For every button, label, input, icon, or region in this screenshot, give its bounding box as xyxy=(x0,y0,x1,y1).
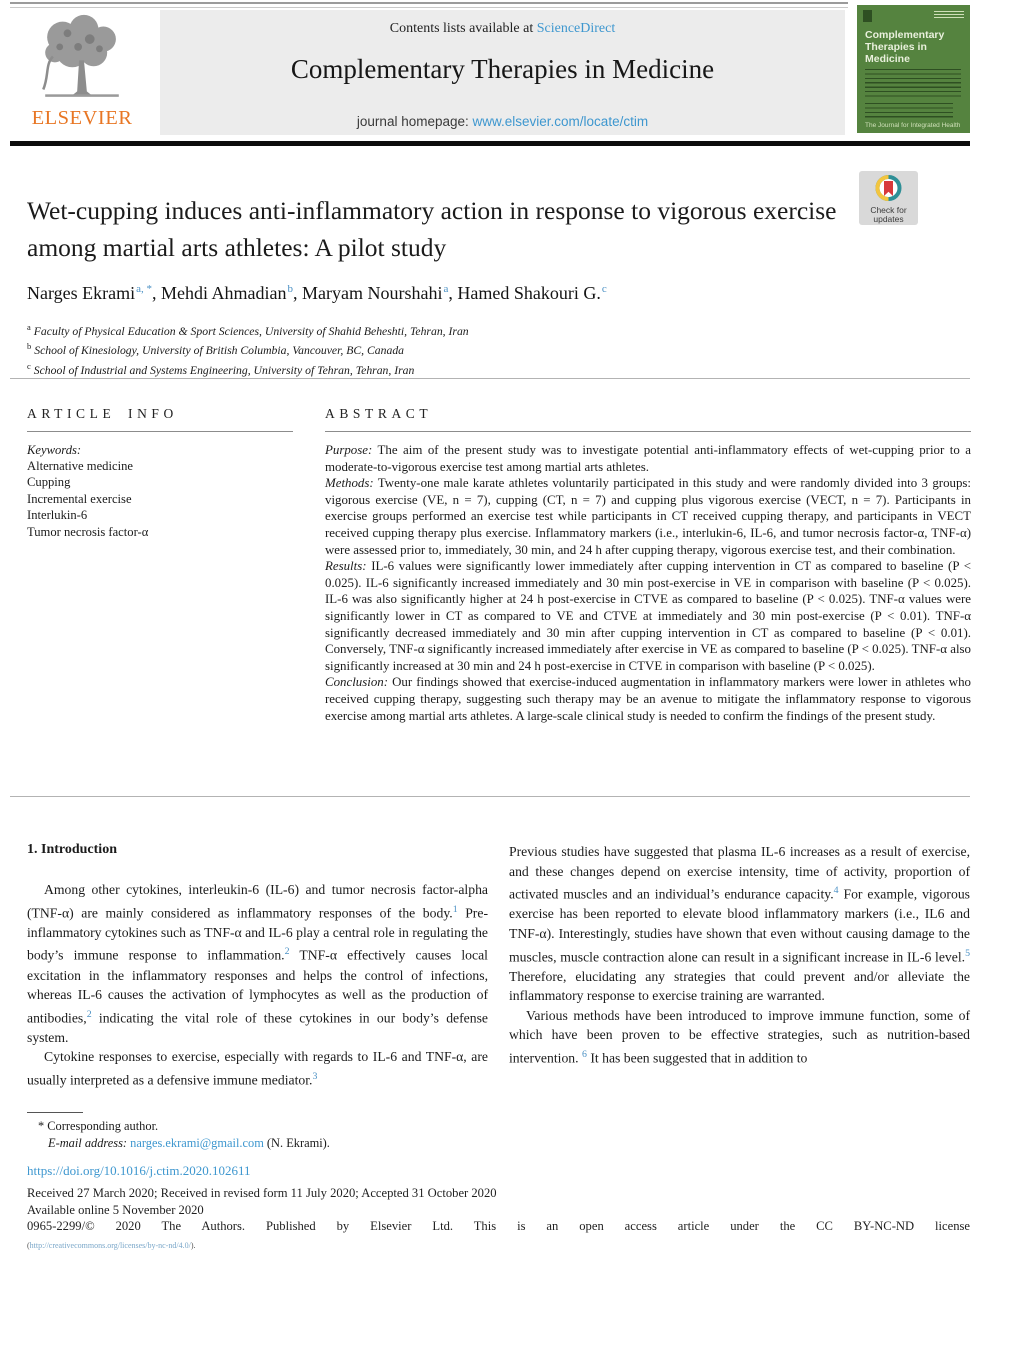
abstract-purpose: Purpose: The aim of the present study was to investigate potential anti-inflammatory effects of wet-cupping prior to a moderate-to-vigorous exercise test among martial arts athletes. xyxy=(325,443,971,474)
email-link[interactable]: narges.ekrami@gmail.com xyxy=(130,1136,264,1150)
introduction-heading: 1. Introduction xyxy=(27,842,117,857)
section-divider xyxy=(10,796,970,797)
affiliation-list xyxy=(27,320,469,378)
cover-text-lines xyxy=(865,69,961,99)
intro-paragraph: Previous studies have suggested that plasma IL-6 increases as a result of exercise, and these changes depend on exercise intensity, time of activity, proportion of activated muscles and an individual’s endurance capacity.$^4$ For example, vigorous exercise has been reported to elevate blood inflammatory markers (i.e., IL6 and TNF-α). Interestingly, studies have shown that even without causing damage to the muscles, muscle contraction alone can result in a significant increase in IL-6 level.$^5$ Therefore, elucidating any strategies that could prevent and/or alleviate the inflammatory response to exercise training are warranted. xyxy=(509,844,970,1004)
author: Mehdi Ahmadian$^b$, xyxy=(161,283,303,303)
available-online: Available online 5 November 2020 xyxy=(27,1203,204,1217)
top-rule xyxy=(10,2,848,4)
cover-tagline: The Journal for Integrated Health xyxy=(865,122,961,129)
keyword: Incremental exercise xyxy=(27,491,132,506)
top-rule-secondary xyxy=(10,7,848,8)
journal-header-band xyxy=(160,10,845,135)
check-for-updates-badge[interactable] xyxy=(859,171,918,225)
author: Maryam Nourshahi$^a$, xyxy=(302,283,458,303)
abstract-conclusion: Conclusion: Our findings showed that exercise-induced augmentation in inflammatory markers were lower in athletes who received cupping therapy, suggesting such therapy may be an avenue to mitigate the inflammatory response to vigorous exercise among martial arts athletes. A large-scale clinical study is needed to confirm the findings of the present study. xyxy=(325,675,971,723)
article-info-section xyxy=(27,406,293,540)
page-title: Wet-cupping induces anti-inflammatory action in response to vigorous exercise among martial arts athletes: A pilot study xyxy=(27,196,837,262)
affiliation: $^c$ School of Industrial and Systems Engineering, University of Tehran, Tehran, Iran xyxy=(27,360,415,377)
intro-left-column xyxy=(27,842,488,1090)
corresponding-author-note: * Corresponding author. xyxy=(38,1119,159,1133)
elsevier-wordmark: ELSEVIER xyxy=(31,107,133,129)
license-line: (http://creativecommons.org/licenses/by-nc-nd/4.0/). xyxy=(27,1241,196,1250)
affiliation: $^a$ Faculty of Physical Education & Sport Sciences, University of Shahid Beheshti, Tehran, Iran xyxy=(27,322,469,338)
intro-paragraph: Various methods have been introduced to improve immune function, some of which have been proven to be effective strategies, such as nutrition-based intervention. $^6$ It has been suggested that in addition to xyxy=(509,1007,970,1066)
keyword: Cupping xyxy=(27,475,71,490)
introduction-section xyxy=(27,842,970,1092)
author-affiliation-sup: b xyxy=(287,283,294,295)
abstract-heading: ABSTRACT xyxy=(325,406,433,421)
email-line: E-mail address: narges.ekrami@gmail.com (N. Ekrami). xyxy=(48,1136,330,1150)
abstract-section xyxy=(325,406,971,724)
section-divider xyxy=(10,378,970,379)
received-dates: Received 27 March 2020; Received in revised form 11 July 2020; Accepted 31 October 2020 xyxy=(27,1186,497,1200)
intro-paragraph: Among other cytokines, interleukin-6 (IL-6) and tumor necrosis factor-alpha (TNF-α) are mainly considered as inflammatory responses of the body.$^1$ Pre-inflammatory cytokines such as TNF-α and IL-6 play a central role in regulating the body’s immune response to inflammation.$^2$ TNF-α effectively causes local excitation in the inflammatory responses and helps the control of infections, whereas IL-6 causes the activation of lymphocytes as well as the production of antibodies,$^2$ indicating the vital role of these cytokines in our body’s defense system. xyxy=(27,882,488,1045)
cover-publisher-mark xyxy=(863,10,872,22)
sciencedirect-link[interactable]: ScienceDirect xyxy=(536,21,616,36)
cover-issue-info xyxy=(934,11,964,18)
abstract-body xyxy=(325,442,971,724)
doi-link[interactable]: https://doi.org/10.1016/j.ctim.2020.102611 xyxy=(27,1163,251,1178)
abstract-methods: Methods: Twenty-one male karate athletes voluntarily participated in this study and were randomly divided into 3 groups: vigorous exercise (VE, n = 7), cupping (CT, n = 7) and cupping plus vigorous exercise (VECT, n = 7). Participants in exercise groups performed an exercise test while participants in CT received cupping therapy, and participants in VECT received cupping therapy plus exercise. Inflammatory markers (i.e., interlukin-6, IL-6, and tumor necrosis factor-α, TNF-α) were assessed prior to, immediately, 30 min, and 24 h after cupping therapy, vigorous exercise test, and their combination. xyxy=(325,476,971,557)
intro-paragraph: Cytokine responses to exercise, especially with regards to IL-6 and TNF-α, are usually interpreted as a defensive immune mediator.$^3$ xyxy=(27,1049,488,1088)
author-affiliation-sup: a xyxy=(443,283,449,295)
footnote-rule xyxy=(27,1112,83,1113)
abstract-results: Results: IL-6 values were significantly lower immediately after cupping intervention in CT as compared to baseline (P < 0.025). IL-6 significantly increased immediately and 30 min post-exercise in VE in comparison with baseline (P < 0.025). IL-6 was also significantly higher at 24 h post-exercise in CTVE as compared to baseline (P < 0.025). TNF-α values were significantly lower in CT as compared to VE and CTVE at immediately and 30 min post-exercise (P < 0.01). TNF-α significantly decreased immediately and 30 min after cupping intervention in CT as compared to baseline (P < 0.01). Conversely, TNF-α significantly increased immediately after exercise in VE as compared to baseline (P < 0.025). TNF-α also significantly increased at 30 min and 24 h post-exercise in CTVE in comparison with baseline (P < 0.025). xyxy=(325,559,971,673)
heading-rule xyxy=(27,431,293,432)
affiliation: $^b$ School of Kinesiology, University of British Columbia, Vancouver, BC, Canada xyxy=(27,341,405,358)
intro-right-column xyxy=(509,842,970,1068)
keyword: Tumor necrosis factor-α xyxy=(27,524,149,539)
journal-cover-thumbnail[interactable] xyxy=(857,5,970,133)
journal-title: Complementary Therapies in Medicine xyxy=(290,54,715,84)
license-link[interactable]: http://creativecommons.org/licenses/by-nc-nd/4.0/ xyxy=(29,1241,191,1250)
keyword: Alternative medicine xyxy=(27,459,133,473)
doi-line xyxy=(27,1163,251,1179)
cover-text-lines xyxy=(865,103,953,119)
journal-homepage-link[interactable]: www.elsevier.com/locate/ctim xyxy=(472,114,649,129)
header-divider-bar xyxy=(10,141,970,146)
cover-title: Complementary Therapies in Medicine xyxy=(865,29,945,65)
contents-line: Contents lists available at ScienceDirect xyxy=(389,21,616,36)
author-affiliation-sup: a, * xyxy=(136,283,153,295)
elsevier-tree-icon xyxy=(32,91,132,108)
elsevier-logo[interactable] xyxy=(24,12,140,136)
svg-text:updates: updates xyxy=(873,214,904,224)
author-list xyxy=(27,283,607,304)
article-info-heading: ARTICLE INFO xyxy=(27,406,178,421)
heading-rule xyxy=(325,431,971,432)
keyword: Interlukin-6 xyxy=(27,508,88,523)
svg-text:Check for: Check for xyxy=(870,205,907,215)
journal-homepage-line: journal homepage: www.elsevier.com/locate/ctim xyxy=(356,114,649,129)
copyright-line: 0965-2299/© 2020 The Authors. Published by Elsevier Ltd. This is an open access article under the CC BY-NC-ND license xyxy=(27,1219,970,1233)
author-affiliation-sup: c xyxy=(601,283,607,295)
author: Narges Ekrami$^{a, *}$, xyxy=(27,283,162,303)
author: Hamed Shakouri G.$^c$ xyxy=(457,283,607,303)
keywords-label: Keywords: xyxy=(27,443,82,457)
check-updates-icon xyxy=(878,177,900,199)
